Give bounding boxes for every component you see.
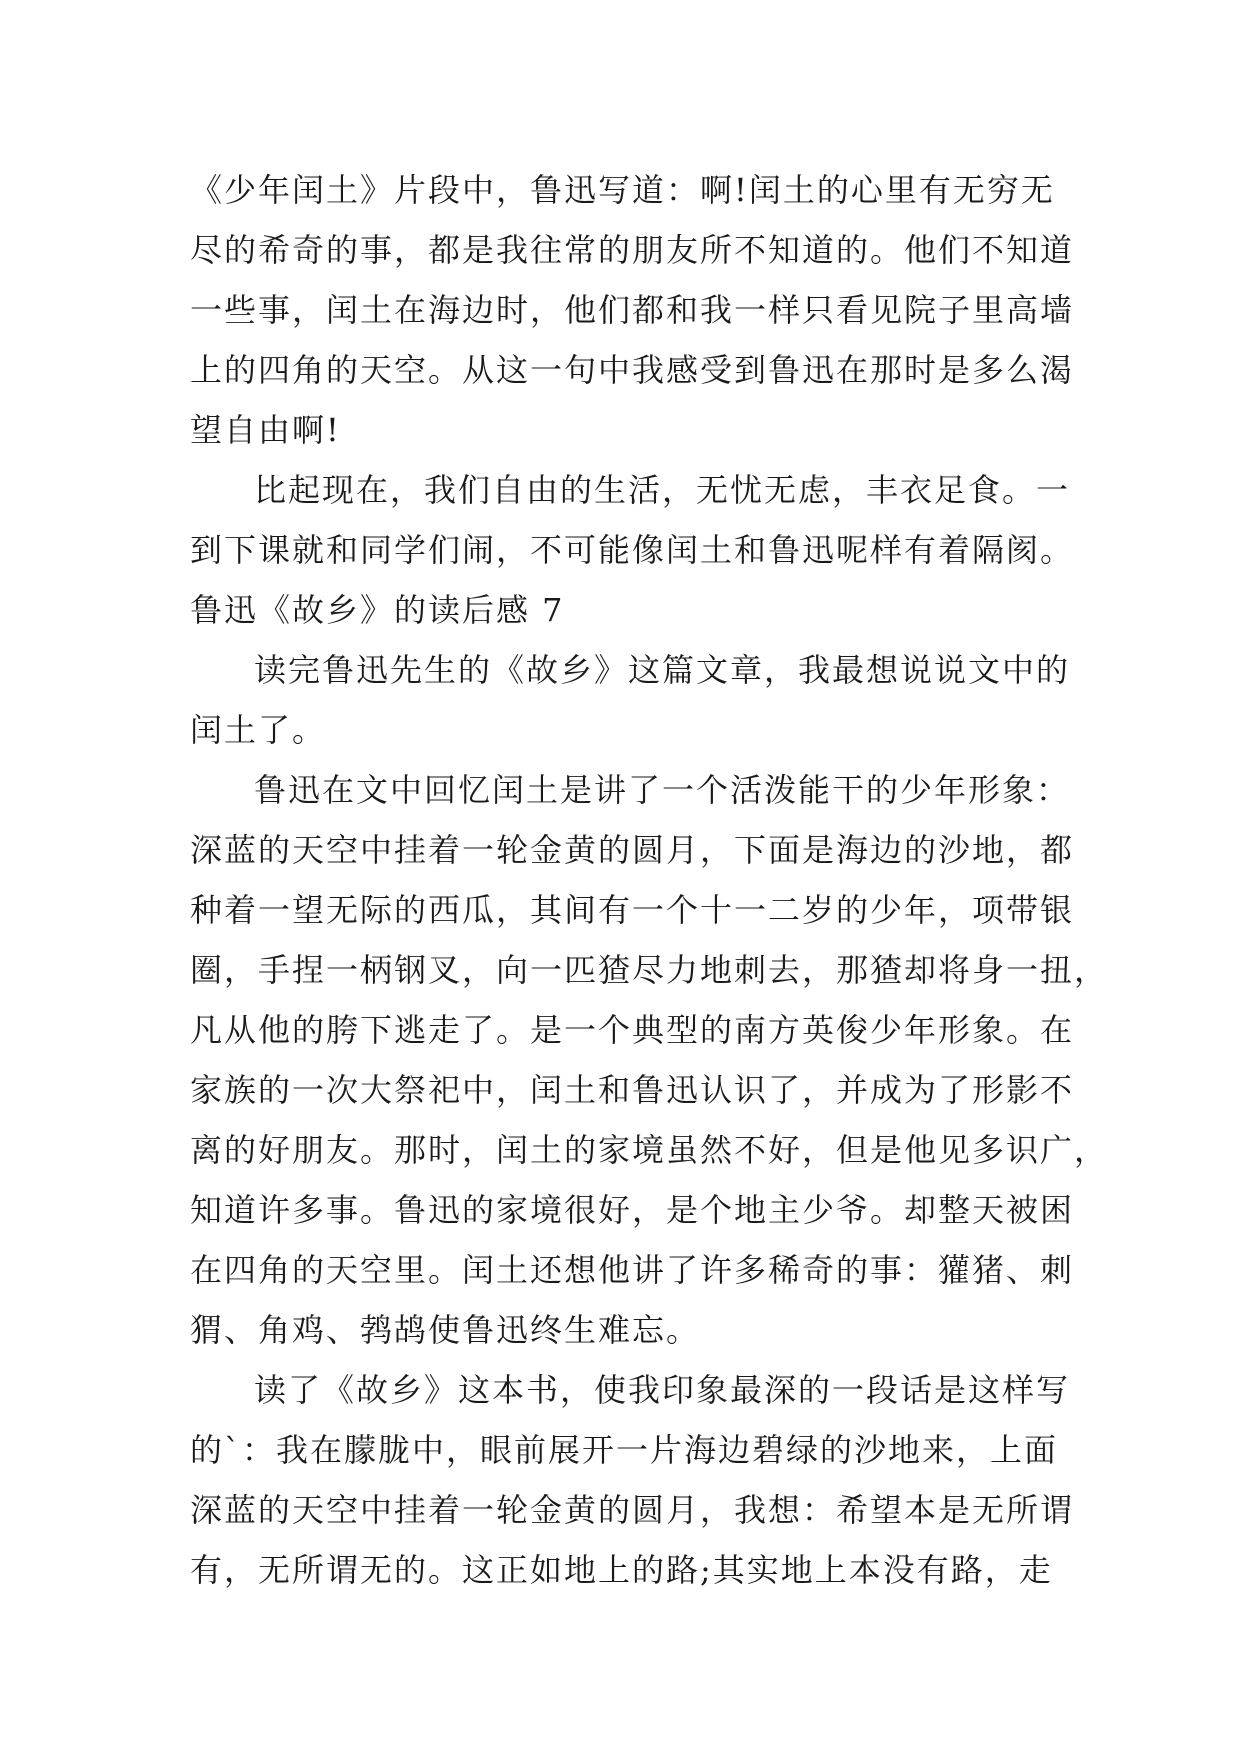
section-heading: 鲁迅《故乡》的读后感 7 (190, 591, 565, 629)
paragraph-start-line: 读完鲁迅先生的《故乡》这篇文章，我最想说说文中的 (254, 651, 1071, 689)
paragraph-start-line: 鲁迅在文中回忆闰土是讲了一个活泼能干的少年形象： (254, 771, 1071, 809)
text-line: 有，无所谓无的。这正如地上的路;其实地上本没有路，走 (190, 1551, 1053, 1589)
text-line: 闰土了。 (190, 711, 327, 749)
text-line: 《少年闰土》片段中，鲁迅写道：啊!闰土的心里有无穷无 (190, 171, 1055, 209)
text-line: 离的好朋友。那时，闰土的家境虽然不好，但是他见多识广， (190, 1131, 1109, 1169)
text-line: 家族的一次大祭祀中，闰土和鲁迅认识了，并成为了形影不 (190, 1071, 1075, 1109)
document-body (190, 160, 1109, 1600)
paragraph-start-line: 比起现在，我们自由的生活，无忧无虑，丰衣足食。一 (254, 471, 1071, 509)
text-line: 深蓝的天空中挂着一轮金黄的圆月，我想：希望本是无所谓 (190, 1491, 1075, 1529)
text-line: 在四角的天空里。闰土还想他讲了许多稀奇的事：獾猪、刺 (190, 1251, 1075, 1289)
text-line: 猬、角鸡、鹁鸪使鲁迅终生难忘。 (190, 1311, 701, 1349)
text-line: 一些事，闰土在海边时，他们都和我一样只看见院子里高墙 (190, 291, 1075, 329)
text-line: 尽的希奇的事，都是我往常的朋友所不知道的。他们不知道 (190, 231, 1075, 269)
text-line: 上的四角的天空。从这一句中我感受到鲁迅在那时是多么渴 (190, 351, 1075, 389)
text-line: 的`：我在朦胧中，眼前展开一片海边碧绿的沙地来，上面 (190, 1431, 1059, 1469)
text-line: 望自由啊! (190, 411, 341, 449)
paragraph-start-line: 读了《故乡》这本书，使我印象最深的一段话是这样写 (254, 1371, 1071, 1409)
text-line: 深蓝的天空中挂着一轮金黄的圆月，下面是海边的沙地，都 (190, 831, 1075, 869)
text-line: 凡从他的胯下逃走了。是一个典型的南方英俊少年形象。在 (190, 1011, 1075, 1049)
text-line: 到下课就和同学们闹，不可能像闰土和鲁迅呢样有着隔阂。 (190, 531, 1075, 569)
text-line: 圈，手捏一柄钢叉，向一匹猹尽力地刺去，那猹却将身一扭， (190, 951, 1109, 989)
text-line: 种着一望无际的西瓜，其间有一个十一二岁的少年，项带银 (190, 891, 1075, 929)
text-line: 知道许多事。鲁迅的家境很好，是个地主少爷。却整天被困 (190, 1191, 1075, 1229)
